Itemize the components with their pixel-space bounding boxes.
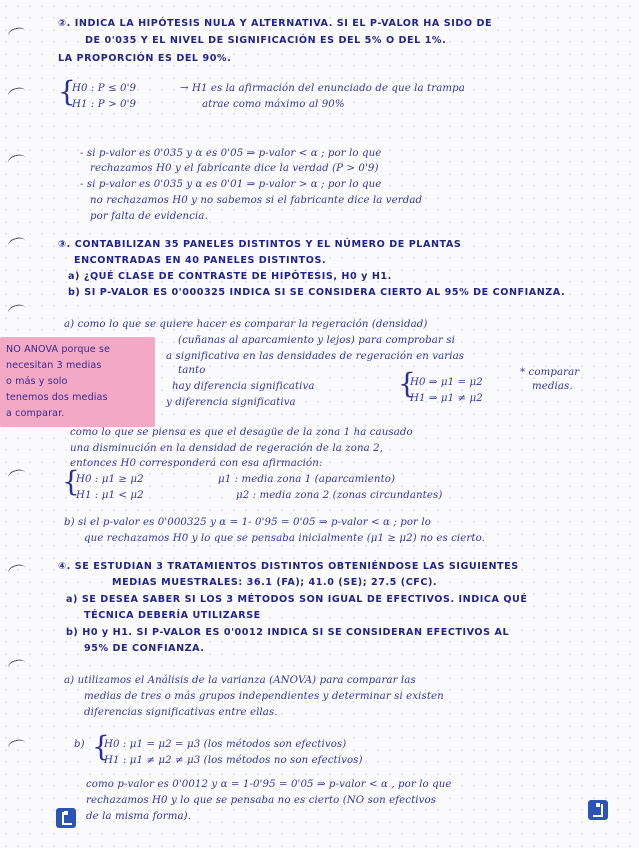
sticky-note <box>0 337 155 427</box>
h0-hypothesis: H0 : μ1 ≥ μ2 <box>76 474 144 485</box>
sticky-note-line-3: o más y solo <box>6 376 68 387</box>
margin-mark <box>7 86 27 101</box>
brace: { <box>62 465 80 498</box>
corner-bracket-icon <box>56 808 76 828</box>
answer-a-line-5: hay diferencia significativa <box>172 381 315 392</box>
answer-a-line-9: entonces H0 corresponderá con esa afirmación: <box>70 458 323 469</box>
answer-a-line-4: tanto <box>178 365 206 376</box>
margin-mark <box>7 26 27 41</box>
sticky-note-line-1: NO ANOVA porque se <box>6 344 111 355</box>
sticky-note-line-4: tenemos dos medias <box>6 392 108 403</box>
corner-bracket-icon <box>588 800 608 820</box>
exercise-2-title-line-3: LA PROPORCIÓN ES DEL 90%. <box>58 53 232 64</box>
answer-a-line-6: y diferencia significativa <box>166 397 296 408</box>
brace: { <box>398 367 416 400</box>
side-note: * comparar <box>520 367 580 378</box>
case-1-line-1: - si p-valor es 0'035 y α es 0'05 ⇒ p-valor < α ; por lo que <box>80 148 382 159</box>
case-2-line-3: por falta de evidencia. <box>90 211 208 222</box>
answer-b-line-2: que rechazamos H0 y lo que se pensaba inicialmente (μ1 ≥ μ2) no es cierto. <box>84 533 485 544</box>
answer-a-line-1: a) como lo que se quiere hacer es comparar la regeración (densidad) <box>64 319 428 330</box>
question-a-line-1: a) SE DESEA SABER SI LOS 3 MÉTODOS SON IGUAL DE EFECTIVOS. INDICA QUÉ <box>66 594 528 605</box>
h1-note-line-1: → H1 es la afirmación del enunciado de que la trampa <box>180 83 465 94</box>
case-1-line-2: rechazamos H0 y el fabricante dice la verdad (P > 0'9) <box>90 163 379 174</box>
exercise-4-title-line-1: ④. SE ESTUDIAN 3 TRATAMIENTOS DISTINTOS OBTENIÉNDOSE LAS SIGUIENTES <box>58 561 519 572</box>
question-a: a) ¿QUÉ CLASE DE CONTRASTE DE HIPÓTESIS, H0 y H1. <box>68 271 392 282</box>
h0-hypothesis: H0 ⇒ μ1 = μ2 <box>410 377 483 388</box>
exercise-3-title-line-1: ③. CONTABILIZAN 35 PANELES DISTINTOS Y EL NÚMERO DE PLANTAS <box>58 239 462 250</box>
h1-hypothesis: H1 ⇒ μ1 ≠ μ2 <box>410 393 483 404</box>
answer-b-line-1: b) si el p-valor es 0'000325 y α = 1- 0'95 = 0'05 ⇒ p-valor < α ; por lo <box>64 517 431 528</box>
margin-mark <box>7 236 27 251</box>
answer-b-line-1: como p-valor es 0'0012 y α = 1-0'95 = 0'05 ⇒ p-valor < α , por lo que <box>86 779 452 790</box>
h1-hypothesis: H1 : μ1 ≠ μ2 ≠ μ3 (los métodos no son efectivos) <box>104 755 363 766</box>
h0-hypothesis: H0 : μ1 = μ2 = μ3 (los métodos son efectivos) <box>104 739 347 750</box>
answer-b-label: b) <box>74 739 85 750</box>
margin-mark <box>7 153 27 168</box>
answer-a-line-7: como lo que se piensa es que el desagüe de la zona 1 ha causado <box>70 427 413 438</box>
sticky-note-line-5: a comparar. <box>6 408 65 419</box>
h1-hypothesis: H1 : P > 0'9 <box>72 99 137 110</box>
exercise-3-title-line-2: ENCONTRADAS EN 40 PANELES DISTINTOS. <box>74 255 327 266</box>
h1-note-line-2: atrae como máximo al 90% <box>202 99 345 110</box>
case-2-line-1: - si p-valor es 0'035 y α es 0'01 ⇒ p-valor > α ; por lo que <box>80 179 382 190</box>
answer-a-line-1: a) utilizamos el Análisis de la varianza (ANOVA) para comparar las <box>64 675 416 686</box>
answer-a-line-3: a significativa en las densidades de regeración en varias <box>166 351 465 362</box>
h0-hypothesis: H0 : P ≤ 0'9 <box>72 83 137 94</box>
brace: { <box>58 75 76 108</box>
answer-a-line-3: diferencias significativas entre ellas. <box>84 707 278 718</box>
question-b-line-1: b) H0 y H1. SI P-VALOR ES 0'0012 INDICA SI SE CONSIDERAN EFECTIVOS AL <box>66 627 510 638</box>
answer-a-line-2: (cuñanas al aparcamiento y lejos) para comprobar si <box>178 335 455 346</box>
answer-b-line-3: de la misma forma). <box>86 811 192 822</box>
side-note-2: medias. <box>532 381 573 392</box>
exercise-2-title-line-1: ②. INDICA LA HIPÓTESIS NULA Y ALTERNATIVA. SI EL P-VALOR HA SIDO DE <box>58 18 493 29</box>
answer-a-line-8: una disminución en la densidad de regeración de la zona 2, <box>70 443 384 454</box>
exercise-4-title-line-2: MEDIAS MUESTRALES: 36.1 (FA); 41.0 (SE); 27.5 (CFC). <box>112 577 438 588</box>
sticky-note-line-2: necesitan 3 medias <box>6 360 102 371</box>
h1-hypothesis: H1 : μ1 < μ2 <box>76 490 144 501</box>
margin-mark <box>7 303 27 318</box>
mu2-definition: μ2 : media zona 2 (zonas circundantes) <box>236 490 443 501</box>
margin-mark <box>7 738 27 753</box>
question-b-line-2: 95% DE CONFIANZA. <box>84 643 205 654</box>
answer-a-line-2: medias de tres o más grupos independientes y determinar si existen <box>84 691 444 702</box>
brace: { <box>92 730 110 763</box>
margin-mark <box>7 658 27 673</box>
margin-mark <box>7 468 27 483</box>
exercise-2-title-line-2: DE 0'035 Y EL NIVEL DE SIGNIFICACIÓN ES DEL 5% O DEL 1%. <box>85 35 447 46</box>
case-2-line-2: no rechazamos H0 y no sabemos si el fabricante dice la verdad <box>90 195 423 206</box>
mu1-definition: μ1 : media zona 1 (aparcamiento) <box>218 474 396 485</box>
answer-b-line-2: rechazamos H0 y lo que se pensaba no es cierto (NO son efectivos <box>86 795 437 806</box>
question-a-line-2: TÉCNICA DEBERÍA UTILIZARSE <box>84 610 261 621</box>
question-b: b) SI P-VALOR ES 0'000325 INDICA SI SE CONSIDERA CIERTO AL 95% DE CONFIANZA. <box>68 287 566 298</box>
margin-mark <box>7 563 27 578</box>
